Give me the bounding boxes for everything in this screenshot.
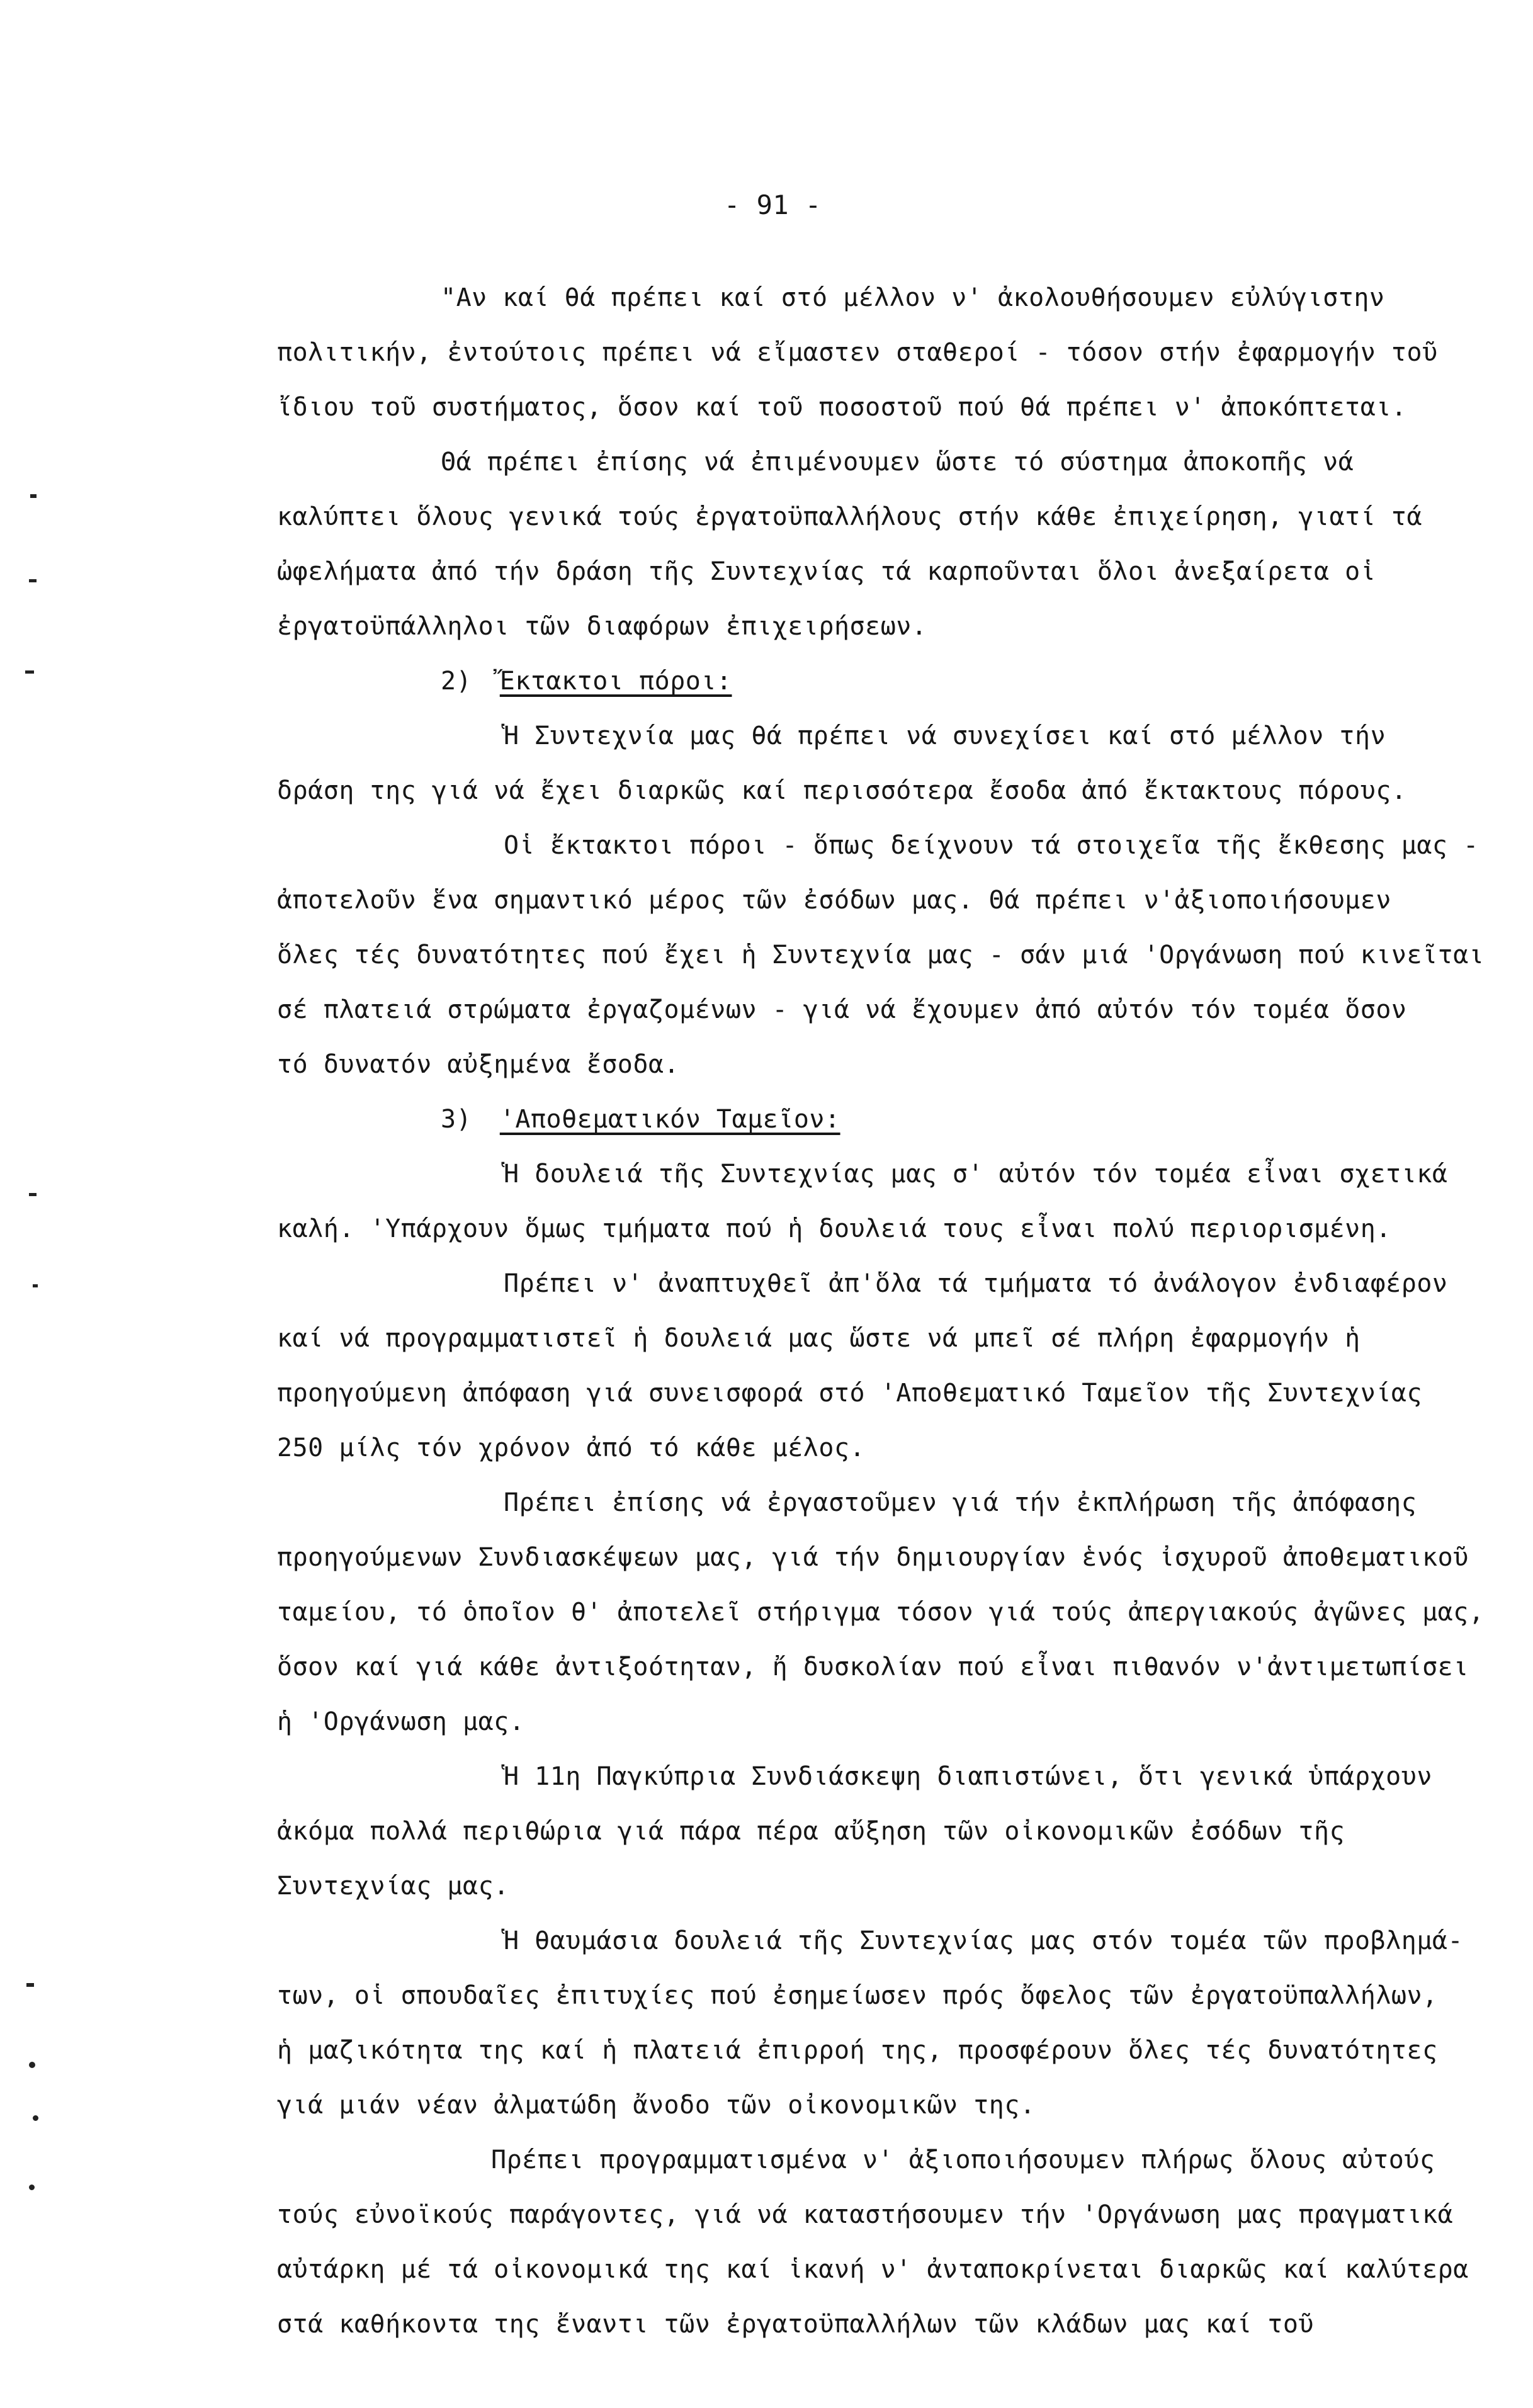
scan-speck [29,579,37,582]
text-line: 250 μίλς τόν χρόνον ἀπό τό κάθε μέλος. [277,1433,866,1462]
text-line: δράση της γιά νά ἔχει διαρκῶς καί περισσότερα ἔσοδα ἀπό ἔκτακτους πόρους. [277,776,1407,805]
scan-speck [25,670,34,674]
scan-speck [29,1193,37,1196]
text-line: καί νά προγραμματιστεῖ ἡ δουλειά μας ὥστε νά μπεῖ σέ πλήρη ἐφαρμογήν ἡ [277,1324,1360,1353]
text-line: πολιτικήν, ἐντούτοις πρέπει νά εἴμαστεν σταθεροί - τόσον στήν ἐφαρμογήν τοῦ [277,338,1438,367]
text-line: ἡ μαζικότητα της καί ἡ πλατειά ἐπιρροή της, προσφέρουν ὅλες τές δυνατότητες [277,2036,1438,2065]
section-heading-2 [441,665,732,698]
page-number: - 91 - [724,189,822,220]
text-line: Πρέπει προγραμματισμένα ν' ἀξιοποιήσουμεν πλήρως ὅλους αὐτούς [491,2145,1435,2174]
text-line: σέ πλατειά στρώματα ἐργαζομένων - γιά νά ἔχουμεν ἀπό αὐτόν τόν τομέα ὅσον [277,995,1407,1024]
scan-speck [30,494,37,498]
text-line: τούς εὐνοϊκούς παράγοντες, γιά νά καταστήσουμεν τήν 'Οργάνωση μας πραγματικά [277,2200,1454,2229]
scan-speck [29,2062,35,2068]
text-line: προηγούμενη ἀπόφαση γιά συνεισφορά στό 'Αποθεματικό Ταμεῖον τῆς Συντεχνίας [277,1379,1423,1408]
text-line: των, οἱ σπουδαῖες ἐπιτυχίες πού ἐσημείωσεν πρός ὄφελος τῶν ἐργατοϋπαλλήλων, [277,1981,1438,2010]
scan-speck [29,2185,35,2190]
text-line: καλή. 'Υπάρχουν ὅμως τμήματα πού ἡ δουλειά τους εἶναι πολύ περιορισμένη. [277,1214,1391,1243]
text-line: προηγούμενων Συνδιασκέψεων μας, γιά τήν δημιουργίαν ἑνός ἰσχυροῦ ἀποθεματικοῦ [277,1543,1469,1572]
text-line: Οἱ ἔκτακτοι πόροι - ὅπως δείχνουν τά στοιχεῖα τῆς ἔκθεσης μας - [504,831,1479,860]
text-line: ἴδιου τοῦ συστήματος, ὅσον καί τοῦ ποσοστοῦ πού θά πρέπει ν' ἀποκόπτεται. [277,393,1407,422]
text-line: Ἡ 11η Παγκύπρια Συνδιάσκεψη διαπιστώνει, ὅτι γενικά ὑπάρχουν [504,1762,1432,1791]
text-line: γιά μιάν νέαν ἀλματώδη ἄνοδο τῶν οἰκονομικῶν της. [277,2091,1036,2120]
text-line: ταμείου, τό ὁποῖον θ' ἀποτελεῖ στήριγμα τόσον γιά τούς ἀπεργιακούς ἀγῶνες μας, [277,1598,1485,1627]
text-line: ὅσον καί γιά κάθε ἀντιξοότηταν, ἤ δυσκολίαν πού εἶναι πιθανόν ν'ἀντιμετωπίσει [277,1653,1469,1682]
section-number: 2) [441,667,472,696]
section-number: 3) [441,1105,472,1134]
section-heading-3 [441,1103,840,1136]
text-line: ἀποτελοῦν ἕνα σημαντικό μέρος τῶν ἐσόδων μας. Θά πρέπει ν'ἀξιοποιήσουμεν [277,886,1391,915]
text-line: Ἡ δουλειά τῆς Συντεχνίας μας σ' αὐτόν τόν τομέα εἶναι σχετικά [504,1160,1448,1189]
scan-speck [33,2115,38,2121]
text-line: Θά πρέπει ἐπίσης νά ἐπιμένουμεν ὥστε τό σύστημα ἀποκοπῆς νά [441,448,1354,477]
text-line: ἡ 'Οργάνωση μας. [277,1707,525,1736]
text-line: αὐτάρκη μέ τά οἰκονομικά της καί ἱκανή ν' ἀνταποκρίνεται διαρκῶς καί καλύτερα [277,2255,1469,2284]
text-line: καλύπτει ὅλους γενικά τούς ἐργατοϋπαλλήλους στήν κάθε ἐπιχείρηση, γιατί τά [277,502,1423,531]
text-line: τό δυνατόν αὐξημένα ἔσοδα. [277,1050,680,1079]
text-line: ἐργατοϋπάλληλοι τῶν διαφόρων ἐπιχειρήσεων. [277,612,927,641]
text-line: Ἡ Συντεχνία μας θά πρέπει νά συνεχίσει καί στό μέλλον τήν [504,721,1386,750]
text-line: Πρέπει ν' ἀναπτυχθεῖ ἀπ'ὅλα τά τμήματα τό ἀνάλογον ἐνδιαφέρον [504,1269,1448,1298]
text-line: Ἡ θαυμάσια δουλειά τῆς Συντεχνίας μας στόν τομέα τῶν προβλημά- [504,1926,1464,1955]
text-line: ἀκόμα πολλά περιθώρια γιά πάρα πέρα αὔξηση τῶν οἰκονομικῶν ἐσόδων τῆς [277,1817,1345,1846]
scan-speck [26,1983,34,1987]
text-line: "Αν καί θά πρέπει καί στό μέλλον ν' ἀκολουθήσουμεν εὐλύγιστην [441,283,1385,312]
section-title: Ἔκτακτοι πόροι: [499,667,732,696]
text-line: ὅλες τές δυνατότητες πού ἔχει ἡ Συντεχνία μας - σάν μιά 'Οργάνωση πού κινεῖται [277,941,1485,969]
scan-speck [33,1284,38,1287]
section-title: 'Αποθεματικόν Ταμεῖον: [499,1105,840,1134]
text-line: ὠφελήματα ἀπό τήν δράση τῆς Συντεχνίας τά καρποῦνται ὅλοι ἀνεξαίρετα οἱ [277,557,1376,586]
text-line: στά καθήκοντα της ἔναντι τῶν ἐργατοϋπαλλήλων τῶν κλάδων μας καί τοῦ [277,2310,1314,2339]
text-line: Πρέπει ἐπίσης νά ἐργαστοῦμεν γιά τήν ἐκπλήρωση τῆς ἀπόφασης [504,1488,1417,1517]
text-line: Συντεχνίας μας. [277,1872,509,1901]
